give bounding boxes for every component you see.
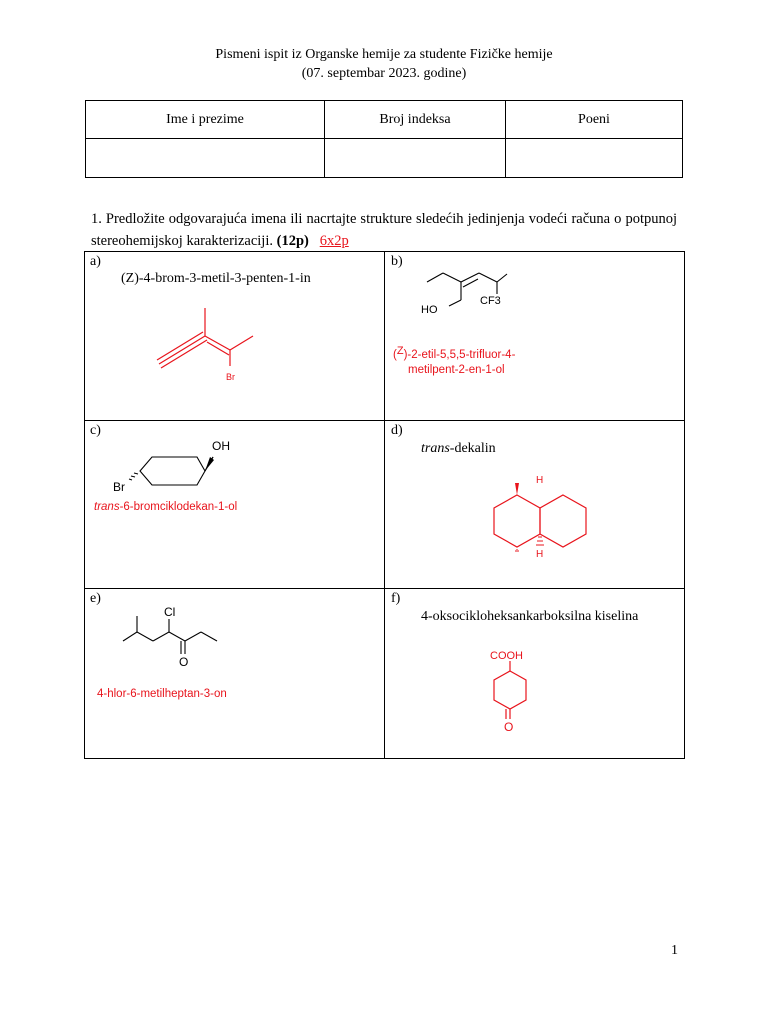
atom-h-top-d: H bbox=[536, 475, 544, 486]
atom-o-f: O bbox=[504, 720, 514, 734]
cell-b-answer-stereo: Z bbox=[396, 345, 404, 357]
column-header-points: Poeni bbox=[506, 101, 683, 139]
task-1-grading: 6x2p bbox=[319, 233, 349, 249]
index-field[interactable] bbox=[325, 139, 506, 178]
cell-b-answer-line-1: )-2-etil-5,5,5-trifluor-4- bbox=[403, 349, 516, 361]
atom-br-c: Br bbox=[113, 480, 125, 494]
cell-b-structure bbox=[385, 252, 685, 420]
exam-header bbox=[0, 45, 768, 83]
column-header-name: Ime i prezime bbox=[86, 101, 325, 139]
cell-a-name: (Z)-4-brom-3-metil-3-penten-1-in bbox=[121, 271, 311, 286]
atom-h-bottom-d: H bbox=[536, 549, 544, 560]
points-field[interactable] bbox=[506, 139, 683, 178]
cell-f-label: f) bbox=[391, 591, 401, 606]
answer-grid bbox=[84, 251, 685, 759]
atom-cf3-b: CF3 bbox=[480, 295, 501, 307]
cell-c-answer-italic: trans bbox=[94, 501, 120, 513]
cell-b-answer-line-2: metilpent-2-en-1-ol bbox=[408, 364, 505, 376]
atom-cl-e: Cl bbox=[164, 605, 176, 619]
cell-d-name-italic: trans bbox=[421, 441, 450, 456]
cell-a-structure bbox=[85, 252, 384, 420]
student-info-table bbox=[85, 100, 683, 178]
atom-o-e: O bbox=[179, 655, 189, 669]
exam-date: (07. septembar 2023. godine) bbox=[301, 66, 467, 81]
atom-oh-b: HO bbox=[421, 304, 438, 316]
task-1 bbox=[91, 208, 677, 252]
cell-c-label: c) bbox=[90, 423, 101, 438]
cell-b-answer-prefix: ( bbox=[393, 349, 397, 361]
name-field[interactable] bbox=[86, 139, 325, 178]
cell-f-name: 4-oksocikloheksankarboksilna kiselina bbox=[421, 609, 639, 624]
task-1-points: (12p) bbox=[276, 233, 309, 249]
cell-d-name-rest: -dekalin bbox=[449, 441, 496, 456]
task-1-text: 1. Predložite odgovarajuća imena ili nacrtajte strukture sledećih jedinjenja vodeći računa o potpunoj stereohemijskoj karakterizaciji. bbox=[91, 211, 677, 249]
atom-oh-c: OH bbox=[212, 439, 230, 453]
atom-cooh-f: COOH bbox=[490, 650, 523, 662]
page-number: 1 bbox=[671, 943, 678, 958]
cell-c-answer-rest: -6-bromciklodekan-1-ol bbox=[119, 501, 238, 513]
cell-f-structure bbox=[385, 589, 685, 759]
cell-c-answer bbox=[94, 501, 237, 513]
column-header-index: Broj indeksa bbox=[325, 101, 506, 139]
atom-br-a: Br bbox=[226, 372, 235, 382]
cell-e-answer: 4-hlor-6-metilheptan-3-on bbox=[97, 688, 227, 700]
cell-a-label: a) bbox=[90, 254, 101, 269]
exam-title: Pismeni ispit iz Organske hemije za studente Fizičke hemije bbox=[215, 47, 553, 62]
cell-e-label: e) bbox=[90, 591, 101, 606]
cell-e-structure bbox=[85, 589, 384, 759]
cell-d-structure bbox=[385, 421, 685, 588]
cell-d-label: d) bbox=[391, 423, 403, 438]
cell-b-label: b) bbox=[391, 254, 403, 269]
cell-b-answer bbox=[393, 345, 516, 378]
